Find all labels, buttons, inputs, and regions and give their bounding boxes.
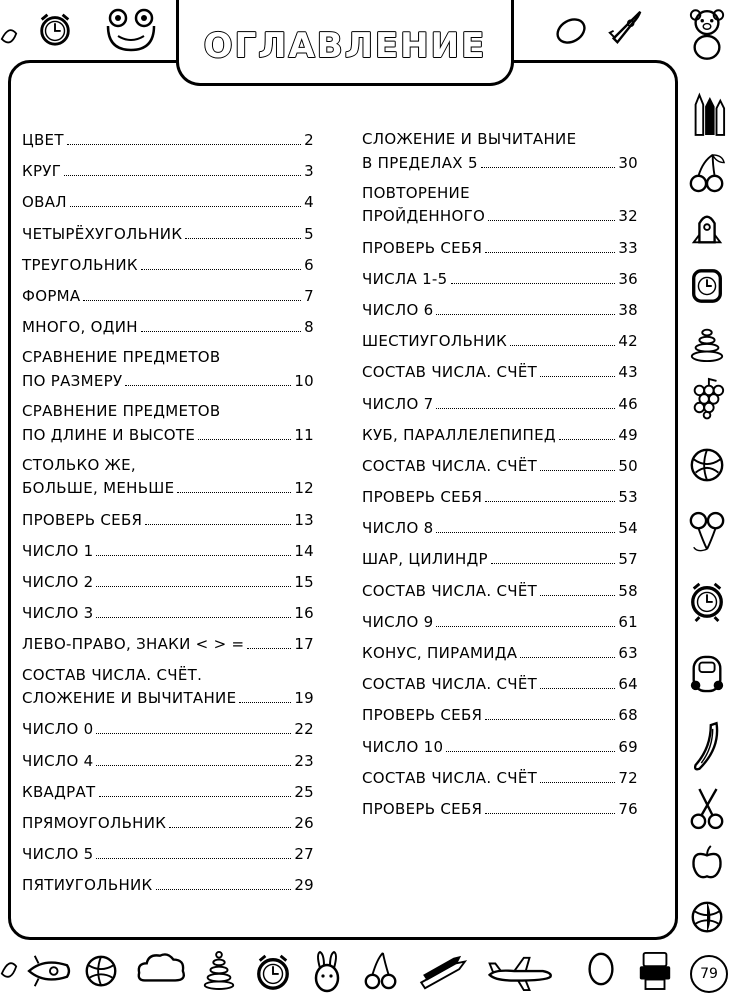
toc-entry-title: СОСТАВ ЧИСЛА. СЧЁТ xyxy=(362,363,538,382)
toc-entry-title: ЧИСЛО 3 xyxy=(22,604,94,623)
dot-leader xyxy=(520,641,615,658)
toc-entry[interactable] xyxy=(22,664,314,709)
toc-entry-row xyxy=(362,298,638,321)
dot-leader xyxy=(436,298,615,315)
toc-entry-title: СОСТАВ ЧИСЛА. СЧЁТ xyxy=(362,581,538,600)
toc-entry[interactable] xyxy=(22,632,314,655)
toc-entry-row xyxy=(22,780,314,803)
dot-leader xyxy=(99,780,292,797)
toc-entry-page: 29 xyxy=(294,876,314,895)
toc-entry-row xyxy=(22,570,314,593)
dot-leader xyxy=(96,570,291,587)
toc-entry-title: ЧИСЛО 6 xyxy=(362,300,434,319)
toc-entry-row xyxy=(362,766,638,789)
toc-entry-row xyxy=(362,516,638,539)
toc-entry[interactable] xyxy=(362,423,638,446)
toc-entry-title: СОСТАВ ЧИСЛА. СЧЁТ xyxy=(362,675,538,694)
toc-entry-title: ОВАЛ xyxy=(22,193,67,212)
toc-entry-row xyxy=(362,797,638,820)
toc-entry-row xyxy=(22,315,314,338)
toc-entry-row xyxy=(22,632,314,655)
dot-leader xyxy=(239,686,291,703)
toc-entry-title: КОНУС, ПИРАМИДА xyxy=(362,644,518,662)
toc-entry-page: 7 xyxy=(304,286,314,305)
toc-entry-row xyxy=(362,579,638,602)
toc-entry-row xyxy=(22,749,314,772)
toc-entry[interactable] xyxy=(22,222,314,245)
toc-entry-page: 11 xyxy=(294,425,314,444)
toc-entry[interactable] xyxy=(362,392,638,415)
toc-entry-title: В ПРЕДЕЛАХ 5 xyxy=(362,153,478,172)
dot-leader xyxy=(96,842,291,859)
toc-entry-row xyxy=(22,190,314,213)
toc-entry-title: БОЛЬШЕ, МЕНЬШЕ xyxy=(22,479,175,498)
toc-entry[interactable] xyxy=(362,516,638,539)
dot-leader xyxy=(145,508,291,525)
toc-entry-row xyxy=(362,360,638,383)
dot-leader xyxy=(247,632,291,649)
dot-leader xyxy=(436,610,615,627)
toc-entry-page: 38 xyxy=(618,300,638,319)
dot-leader xyxy=(156,873,292,890)
toc-entry-page: 49 xyxy=(618,425,638,444)
lemon-icon xyxy=(582,950,620,988)
toc-right-column xyxy=(362,128,638,828)
toc-entry-title: ПРЯМОУГОЛЬНИК xyxy=(22,813,167,832)
toc-entry-title: ФОРМА xyxy=(22,286,81,305)
toc-entry-row xyxy=(22,253,314,276)
toc-entry-title: ЧИСЛО 2 xyxy=(22,573,94,592)
toc-entry[interactable] xyxy=(362,182,638,227)
toc-entry-page: 3 xyxy=(304,162,314,181)
dot-leader xyxy=(96,717,291,734)
toc-entry-row xyxy=(22,159,314,182)
toc-entry-title: ЧИСЛА 1-5 xyxy=(362,269,448,288)
toc-entry-page: 13 xyxy=(294,510,314,529)
toc-entry[interactable] xyxy=(362,485,638,508)
toc-entry-page: 25 xyxy=(294,782,314,801)
toc-entry-row xyxy=(362,204,638,227)
toc-entry[interactable] xyxy=(22,454,314,499)
scissors-icon xyxy=(688,784,726,832)
toc-entry[interactable] xyxy=(362,797,638,820)
airplane-icon xyxy=(484,954,556,992)
toc-entry-row xyxy=(22,601,314,624)
dot-leader xyxy=(488,204,615,221)
toc-entry-page: 26 xyxy=(294,813,314,832)
grapes-icon xyxy=(688,376,726,420)
toc-entry-title: ПРОВЕРЬ СЕБЯ xyxy=(362,238,483,257)
toc-entry-page: 50 xyxy=(618,456,638,475)
dot-leader xyxy=(540,766,615,783)
dot-leader xyxy=(67,128,301,145)
toc-entry-page: 8 xyxy=(304,318,314,337)
apple-icon xyxy=(688,844,726,882)
toc-entry-title: ЧИСЛО 10 xyxy=(362,737,444,756)
toc-entry-page: 5 xyxy=(304,224,314,243)
toc-entry[interactable] xyxy=(362,454,638,477)
toc-entry-row xyxy=(22,508,314,531)
toc-entry-title-line: ПОВТОРЕНИЕ xyxy=(362,183,470,202)
dot-leader xyxy=(70,190,301,207)
toc-entry[interactable] xyxy=(22,128,314,151)
toc-entry-title: ПО РАЗМЕРУ xyxy=(22,371,123,390)
toc-entry-page: 54 xyxy=(618,519,638,538)
toc-entry-row xyxy=(362,547,638,570)
toc-entry[interactable] xyxy=(22,539,314,562)
toc-entry-title-line: СРАВНЕНИЕ ПРЕДМЕТОВ xyxy=(22,348,221,367)
toc-entry-row xyxy=(22,222,314,245)
toc-entry-title: ЧИСЛО 5 xyxy=(22,845,94,864)
cloud-icon xyxy=(134,950,188,988)
toc-entry-title: ПРОВЕРЬ СЕБЯ xyxy=(362,706,483,725)
toc-entry-row xyxy=(362,267,638,290)
toc-entry[interactable] xyxy=(362,672,638,695)
toc-entry[interactable] xyxy=(362,579,638,602)
toc-entry-title: КРУГ xyxy=(22,162,62,181)
toc-entry[interactable] xyxy=(362,236,638,259)
dot-leader xyxy=(185,222,301,239)
toc-entry[interactable] xyxy=(22,873,314,896)
toc-entry-page: 30 xyxy=(618,153,638,172)
dot-leader xyxy=(125,369,291,386)
toc-entry-page: 4 xyxy=(304,193,314,212)
alarm-clock-icon xyxy=(688,578,726,624)
toc-entry-row xyxy=(362,329,638,352)
pyramid-toy-icon xyxy=(688,324,726,362)
toc-entry-title: ШЕСТИУГОЛЬНИК xyxy=(362,332,508,351)
toc-entry-title: ТРЕУГОЛЬНИК xyxy=(22,255,138,274)
alarm-clock-icon xyxy=(254,950,292,994)
toc-left-column xyxy=(22,128,314,905)
pyramid-toy-icon xyxy=(200,948,238,992)
toc-entry-title: КВАДРАТ xyxy=(22,782,96,801)
toc-entry-title: КУБ, ПАРАЛЛЕЛЕПИПЕД xyxy=(362,425,556,444)
toc-entry-row xyxy=(22,842,314,865)
toc-entry-title: ПРОВЕРЬ СЕБЯ xyxy=(362,488,483,507)
dot-leader xyxy=(540,360,615,377)
toc-entry-title: ПЯТИУГОЛЬНИК xyxy=(22,876,153,895)
toc-entry-row xyxy=(362,485,638,508)
crayons-icon xyxy=(688,92,726,138)
toc-entry-page: 58 xyxy=(618,581,638,600)
dot-leader xyxy=(436,516,615,533)
toc-entry-title: СОСТАВ ЧИСЛА. СЧЁТ xyxy=(362,768,538,787)
toc-entry-page: 17 xyxy=(294,635,314,654)
toc-entry-title: ЧИСЛО 8 xyxy=(362,519,434,538)
toc-entry-title: ПРОЙДЕННОГО xyxy=(362,207,486,226)
toc-entry[interactable] xyxy=(22,570,314,593)
toc-entry[interactable] xyxy=(22,749,314,772)
toc-entry-page: 15 xyxy=(294,573,314,592)
toc-entry-row xyxy=(362,735,638,758)
toc-entry[interactable] xyxy=(22,717,314,740)
toc-entry[interactable] xyxy=(362,735,638,758)
toc-entry-page: 69 xyxy=(618,737,638,756)
toc-entry-page: 72 xyxy=(618,768,638,787)
toc-entry-row xyxy=(362,641,638,664)
toc-entry-page: 27 xyxy=(294,845,314,864)
robot-icon xyxy=(636,948,674,992)
toc-entry-page: 43 xyxy=(618,363,638,382)
toc-entry[interactable] xyxy=(22,253,314,276)
page-number: 79 xyxy=(690,955,728,993)
toc-entry-page: 36 xyxy=(618,269,638,288)
toc-entry[interactable] xyxy=(362,703,638,726)
cherries-icon xyxy=(688,150,726,196)
dot-leader xyxy=(559,423,615,440)
toc-entry-page: 23 xyxy=(294,751,314,770)
toc-entry-row xyxy=(22,476,314,499)
dot-leader xyxy=(96,601,291,618)
toc-entry-row xyxy=(22,717,314,740)
toc-entry-title: ПРОВЕРЬ СЕБЯ xyxy=(362,799,483,818)
toc-entry-row xyxy=(362,151,638,174)
toc-entry[interactable] xyxy=(22,780,314,803)
toc-entry-title: ЧИСЛО 9 xyxy=(362,612,434,631)
toc-entry-row xyxy=(362,392,638,415)
toc-entry-page: 32 xyxy=(618,207,638,226)
toc-entry-row xyxy=(22,423,314,446)
toc-entry-row xyxy=(22,811,314,834)
dot-leader xyxy=(64,159,301,176)
toc-entry-title: ЧИСЛО 4 xyxy=(22,751,94,770)
dot-leader xyxy=(96,539,291,556)
toc-entry-title: ЧИСЛО 1 xyxy=(22,541,94,560)
toc-entry[interactable] xyxy=(362,128,638,173)
dot-leader xyxy=(485,485,615,502)
dot-leader xyxy=(198,423,291,440)
toc-entry-page: 33 xyxy=(618,238,638,257)
toc-entry-page: 46 xyxy=(618,394,638,413)
toc-entry-page: 10 xyxy=(294,371,314,390)
toy-car-icon xyxy=(688,650,726,698)
toc-entry[interactable] xyxy=(22,400,314,445)
toc-entry[interactable] xyxy=(22,315,314,338)
page-title: ОГЛАВЛЕНИЕ xyxy=(203,26,487,66)
dot-leader xyxy=(540,454,615,471)
teddy-bear-icon xyxy=(688,6,726,62)
dot-leader xyxy=(83,284,301,301)
toc-entry-row xyxy=(22,284,314,307)
toc-entry[interactable] xyxy=(22,190,314,213)
toc-entry[interactable] xyxy=(362,267,638,290)
toc-entry[interactable] xyxy=(22,842,314,865)
toc-entry-row xyxy=(362,672,638,695)
toc-entry-row xyxy=(362,703,638,726)
toc-entry-title-line: СРАВНЕНИЕ ПРЕДМЕТОВ xyxy=(22,402,221,421)
alarm-clock-icon xyxy=(688,264,726,308)
toc-entry-row xyxy=(362,236,638,259)
toc-entry[interactable] xyxy=(362,610,638,633)
toc-entry-title: ШАР, ЦИЛИНДР xyxy=(362,550,488,569)
toc-entry-row xyxy=(362,423,638,446)
leaf-icon xyxy=(0,950,18,990)
toc-entry-row xyxy=(22,873,314,896)
toc-entry-row xyxy=(22,369,314,392)
toc-entry[interactable] xyxy=(362,641,638,664)
toc-entry[interactable] xyxy=(362,329,638,352)
dot-leader xyxy=(485,703,615,720)
toc-entry[interactable] xyxy=(362,766,638,789)
dot-leader xyxy=(510,329,615,346)
dot-leader xyxy=(169,811,291,828)
dot-leader xyxy=(451,267,616,284)
toc-entry-row xyxy=(22,686,314,709)
toc-entry-page: 2 xyxy=(304,131,314,149)
dot-leader xyxy=(481,151,616,168)
toc-entry[interactable] xyxy=(22,159,314,182)
dot-leader xyxy=(141,315,301,332)
toc-entry-title: ЧИСЛО 0 xyxy=(22,720,94,739)
toc-entry-page: 76 xyxy=(618,799,638,818)
dot-leader xyxy=(485,797,615,814)
cherries-icon xyxy=(362,948,400,992)
ball-icon xyxy=(82,952,120,990)
toc-entry-row xyxy=(22,128,314,151)
dot-leader xyxy=(141,253,301,270)
toc-entry-title: ПО ДЛИНЕ И ВЫСОТЕ xyxy=(22,425,196,444)
toc-entry-page: 42 xyxy=(618,332,638,351)
toc-entry-title-line: СОСТАВ ЧИСЛА. СЧЁТ. xyxy=(22,665,203,684)
toc-entry-row xyxy=(362,610,638,633)
toc-entry[interactable] xyxy=(362,360,638,383)
toc-entry[interactable] xyxy=(362,547,638,570)
toc-entry-page: 16 xyxy=(294,604,314,623)
toc-entry-title: ЧЕТЫРЁХУГОЛЬНИК xyxy=(22,224,183,243)
cherries-icon xyxy=(688,510,726,556)
dot-leader xyxy=(540,672,615,689)
banana-icon xyxy=(688,718,726,774)
lemon-icon xyxy=(552,12,590,50)
toc-entry-title: МНОГО, ОДИН xyxy=(22,318,138,337)
toc-entry[interactable] xyxy=(22,346,314,391)
toc-entry-page: 63 xyxy=(618,644,638,662)
toc-entry-title-line: СЛОЖЕНИЕ И ВЫЧИТАНИЕ xyxy=(362,130,577,148)
toc-entry-page: 64 xyxy=(618,675,638,694)
dot-leader xyxy=(540,579,615,596)
toc-entry-page: 6 xyxy=(304,255,314,274)
toc-entry-title: СЛОЖЕНИЕ И ВЫЧИТАНИЕ xyxy=(22,689,237,708)
toc-entry-title: СОСТАВ ЧИСЛА. СЧЁТ xyxy=(362,456,538,475)
toc-entry-page: 14 xyxy=(294,541,314,560)
dot-leader xyxy=(96,749,291,766)
frog-face-icon xyxy=(104,8,158,52)
dot-leader xyxy=(491,547,615,564)
ball-icon xyxy=(688,446,726,484)
toc-entry[interactable] xyxy=(22,508,314,531)
toc-entry-title: ЧИСЛО 7 xyxy=(362,394,434,413)
bunny-icon xyxy=(312,950,342,994)
dot-leader xyxy=(485,236,615,253)
toc-entry[interactable] xyxy=(22,601,314,624)
toc-entry-page: 61 xyxy=(618,612,638,631)
toc-entry-title: ПРОВЕРЬ СЕБЯ xyxy=(22,510,143,529)
toc-entry-page: 12 xyxy=(294,479,314,498)
toc-entry-page: 68 xyxy=(618,706,638,725)
dot-leader xyxy=(436,392,615,409)
toc-entry-title-line: СТОЛЬКО ЖЕ, xyxy=(22,455,136,474)
dot-leader xyxy=(446,735,615,752)
leaf-icon xyxy=(0,20,18,58)
toc-entry-page: 53 xyxy=(618,488,638,507)
rocket-icon xyxy=(24,952,74,990)
alarm-clock-icon xyxy=(36,10,74,48)
toc-entry-title: ЛЕВО-ПРАВО, ЗНАКИ < > = xyxy=(22,635,245,654)
toc-entry-page: 22 xyxy=(294,720,314,739)
toc-entry-row xyxy=(22,539,314,562)
ball-icon xyxy=(688,898,726,936)
crayons-icon xyxy=(416,954,472,992)
toc-entry[interactable] xyxy=(22,811,314,834)
toc-entry[interactable] xyxy=(362,298,638,321)
rocket-icon xyxy=(606,8,644,46)
toc-entry-row xyxy=(362,454,638,477)
toc-entry-title: ЦВЕТ xyxy=(22,131,64,149)
rocket-icon xyxy=(688,210,726,248)
toc-entry-page: 57 xyxy=(618,550,638,569)
dot-leader xyxy=(177,476,291,493)
toc-entry[interactable] xyxy=(22,284,314,307)
toc-entry-page: 19 xyxy=(294,689,314,708)
